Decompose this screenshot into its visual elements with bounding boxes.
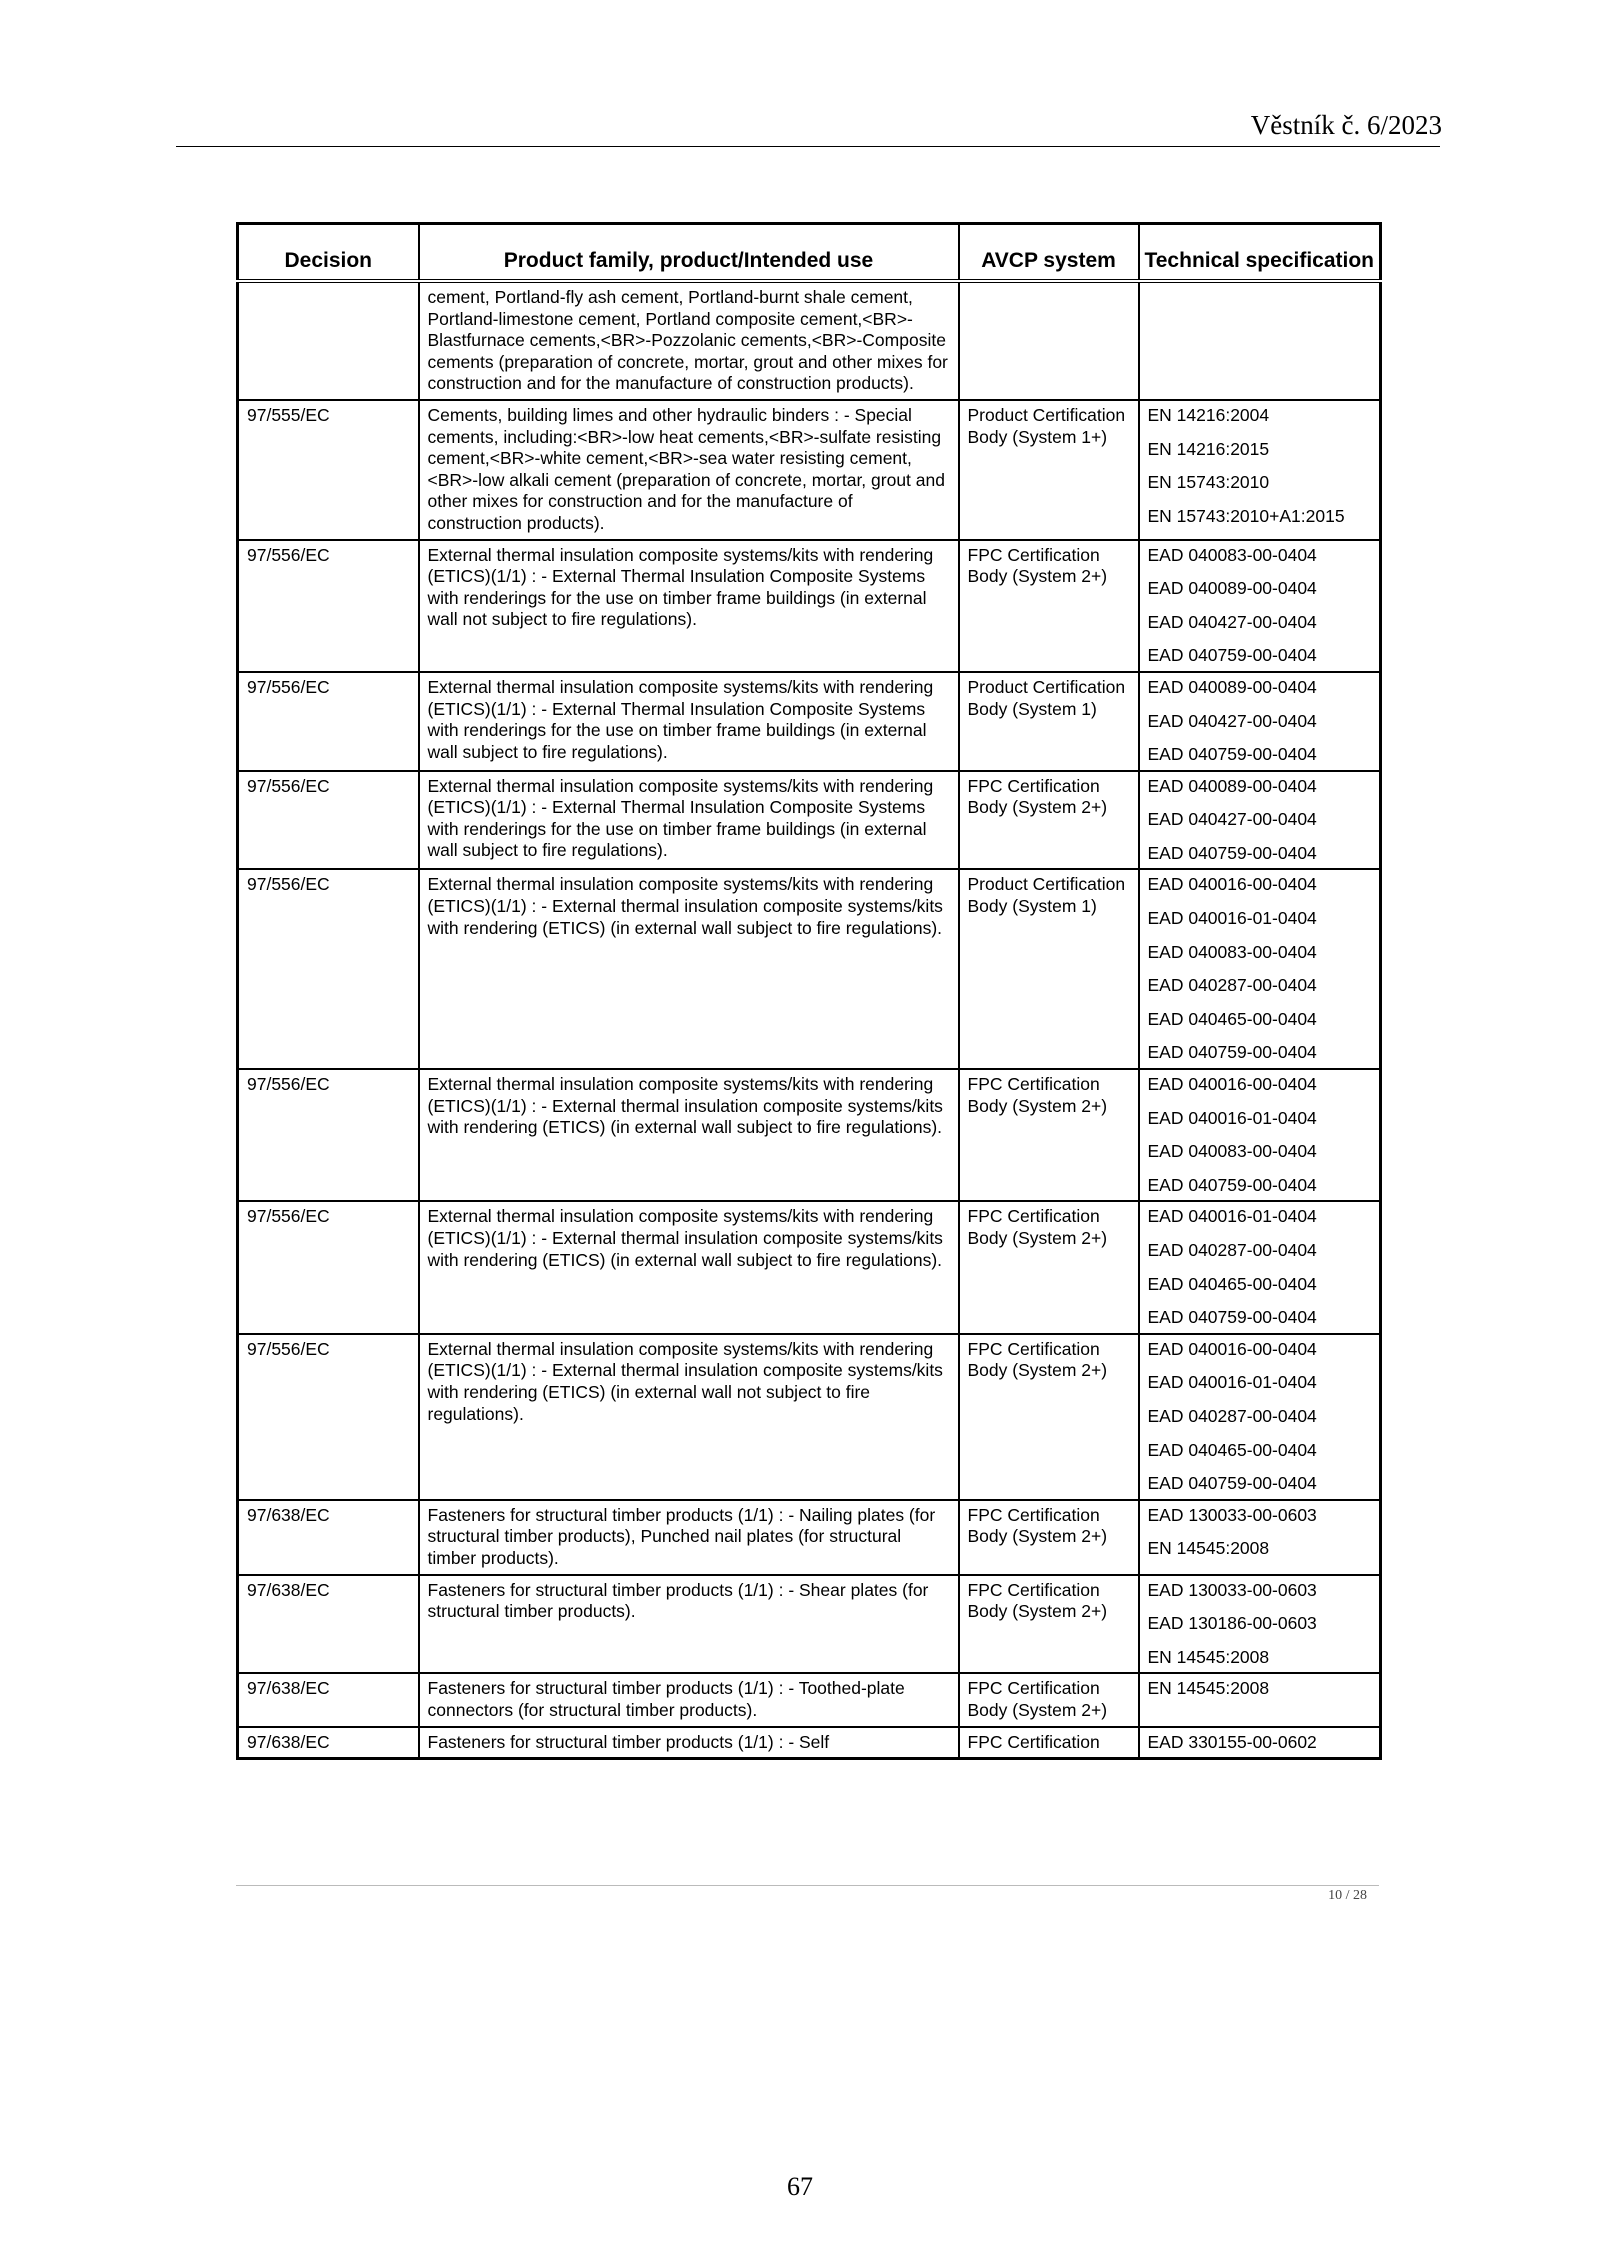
specification-cell xyxy=(1139,869,1381,1069)
specification-item: EAD 040089-00-0404 xyxy=(1147,775,1317,796)
product-cell: External thermal insulation composite systems/kits with rendering (ETICS)(1/1) : - External thermal insulation composite systems/kits with rendering (ETICS) (in external wall subject to fire regulations). xyxy=(419,1069,959,1201)
specification-item: EAD 040465-00-0404 xyxy=(1147,1008,1317,1029)
table-row xyxy=(238,1334,1381,1500)
product-cell: Fasteners for structural timber products (1/1) : - Toothed-plate connectors (for structural timber products). xyxy=(419,1673,959,1726)
specification-cell xyxy=(1139,1727,1381,1759)
specification-item: EAD 040083-00-0404 xyxy=(1147,544,1317,565)
specification-cell xyxy=(1139,1201,1381,1333)
table-row xyxy=(238,672,1381,771)
specification-item: EAD 130033-00-0603 xyxy=(1147,1579,1317,1600)
product-cell: External thermal insulation composite systems/kits with rendering (ETICS)(1/1) : - External Thermal Insulation Composite Systems with renderings for the use on timber frame buildings (in external wall subject to fire regulations). xyxy=(419,672,959,771)
decision-cell: 97/556/EC xyxy=(238,1201,419,1333)
specification-item: EAD 040287-00-0404 xyxy=(1147,975,1317,996)
table-row xyxy=(238,771,1381,870)
decision-cell: 97/556/EC xyxy=(238,540,419,672)
specification-item: EAD 040759-00-0404 xyxy=(1147,1042,1317,1063)
specification-item: EN 15743:2010+A1:2015 xyxy=(1147,505,1345,526)
specification-item: EAD 130186-00-0603 xyxy=(1147,1613,1317,1634)
specification-item: EAD 040759-00-0404 xyxy=(1147,1473,1317,1494)
specification-cell xyxy=(1139,1500,1381,1575)
specification-item: EAD 040089-00-0404 xyxy=(1147,578,1317,599)
specification-item: EAD 040016-01-0404 xyxy=(1147,1107,1317,1128)
specification-item: EAD 040759-00-0404 xyxy=(1147,842,1317,863)
specification-item: EN 14545:2008 xyxy=(1147,1646,1270,1667)
product-cell: External thermal insulation composite systems/kits with rendering (ETICS)(1/1) : - External Thermal Insulation Composite Systems with renderings for the use on timber frame buildings (in external wall subject to fire regulations). xyxy=(419,771,959,870)
specification-item: EAD 040287-00-0404 xyxy=(1147,1240,1317,1260)
specification-item: EAD 040759-00-0404 xyxy=(1147,744,1317,765)
specification-item: EAD 040759-00-0404 xyxy=(1147,1174,1317,1195)
avcp-cell: Product Certification Body (System 1) xyxy=(959,869,1139,1069)
product-cell: External thermal insulation composite systems/kits with rendering (ETICS)(1/1) : - External Thermal Insulation Composite Systems with renderings for the use on timber frame buildings (in external wall not subject to fire regulations). xyxy=(419,540,959,672)
specification-cell xyxy=(1139,1673,1381,1726)
product-cell: Fasteners for structural timber products (1/1) : - Shear plates (for structural timber products). xyxy=(419,1575,959,1674)
decision-cell: 97/638/EC xyxy=(238,1500,419,1575)
avcp-cell: FPC Certification Body (System 2+) xyxy=(959,771,1139,870)
column-header-avcp: AVCP system xyxy=(959,224,1139,282)
decision-cell: 97/556/EC xyxy=(238,1069,419,1201)
avcp-cell: FPC Certification xyxy=(959,1727,1139,1759)
decision-cell: 97/555/EC xyxy=(238,400,419,540)
specification-item: EAD 040427-00-0404 xyxy=(1147,611,1317,632)
table-row xyxy=(238,281,1381,400)
product-cell: Cements, building limes and other hydraulic binders : - Special cements, including:<BR>-low heat cements,<BR>-sulfate resisting cement,<BR>-white cement,<BR>-sea water resisting cement,<BR>-low alkali cement (preparation of concrete, mortar, grout and other mixes for construction and for the manufacture of construction products). xyxy=(419,400,959,540)
decision-cell: 97/556/EC xyxy=(238,869,419,1069)
table-row xyxy=(238,869,1381,1069)
specification-item: EAD 040083-00-0404 xyxy=(1147,1141,1317,1162)
specification-cell xyxy=(1139,1575,1381,1674)
specification-item: EAD 330155-00-0602 xyxy=(1147,1731,1317,1752)
specification-item: EAD 040089-00-0404 xyxy=(1147,676,1317,697)
decision-cell: 97/638/EC xyxy=(238,1673,419,1726)
specification-cell xyxy=(1139,672,1381,771)
specification-item: EAD 040016-00-0404 xyxy=(1147,1338,1317,1359)
bulletin-title: Věstník č. 6/2023 xyxy=(1250,110,1442,140)
table-row xyxy=(238,400,1381,540)
decision-cell: 97/556/EC xyxy=(238,1334,419,1500)
product-cell: cement, Portland-fly ash cement, Portland-burnt shale cement, Portland-limestone cement, Portland composite cement,<BR>-Blastfurnace cements,<BR>-Pozzolanic cements,<BR>-Composite cements (preparation of concrete, mortar, grout and other mixes for construction and for the manufacture of construction products). xyxy=(419,281,959,400)
certification-table xyxy=(236,222,1382,1760)
table-row xyxy=(238,1575,1381,1674)
column-header-specification: Technical specification xyxy=(1139,224,1381,282)
specification-item: EN 14545:2008 xyxy=(1147,1678,1270,1699)
avcp-cell: FPC Certification Body (System 2+) xyxy=(959,1334,1139,1500)
footer-divider xyxy=(236,1885,1379,1886)
specification-item: EAD 040759-00-0404 xyxy=(1147,1307,1317,1328)
specification-item: EAD 040465-00-0404 xyxy=(1147,1273,1317,1294)
decision-cell: 97/638/EC xyxy=(238,1727,419,1759)
avcp-cell: FPC Certification Body (System 2+) xyxy=(959,1201,1139,1333)
page-number: 67 xyxy=(787,2172,813,2201)
avcp-cell: FPC Certification Body (System 2+) xyxy=(959,540,1139,672)
specification-item: EAD 040016-00-0404 xyxy=(1147,874,1317,895)
specification-item: EAD 040759-00-0404 xyxy=(1147,645,1317,666)
specification-item: EAD 040083-00-0404 xyxy=(1147,941,1317,962)
specification-item: EN 15743:2010 xyxy=(1147,472,1270,493)
page-of-indicator: 10 / 28 xyxy=(1328,1888,1367,1903)
specification-item: EAD 040016-01-0404 xyxy=(1147,908,1317,929)
specification-cell xyxy=(1139,281,1381,400)
specification-item: EAD 040427-00-0404 xyxy=(1147,710,1317,731)
product-cell: External thermal insulation composite systems/kits with rendering (ETICS)(1/1) : - External thermal insulation composite systems/kits with rendering (ETICS) (in external wall subject to fire regulations). xyxy=(419,1201,959,1333)
decision-cell: 97/556/EC xyxy=(238,771,419,870)
specification-item: EAD 040016-00-0404 xyxy=(1147,1074,1317,1095)
specification-cell xyxy=(1139,1334,1381,1500)
header-divider xyxy=(176,146,1440,147)
product-cell: Fasteners for structural timber products (1/1) : - Self xyxy=(419,1727,959,1759)
specification-item: EAD 040016-01-0404 xyxy=(1147,1372,1317,1393)
table-row xyxy=(238,1500,1381,1575)
column-header-product: Product family, product/Intended use xyxy=(419,224,959,282)
specification-item: EN 14216:2015 xyxy=(1147,438,1270,459)
avcp-cell: Product Certification Body (System 1+) xyxy=(959,400,1139,540)
table-row xyxy=(238,1673,1381,1726)
table-row xyxy=(238,1069,1381,1201)
table-row xyxy=(238,1201,1381,1333)
specification-item: EAD 040465-00-0404 xyxy=(1147,1439,1317,1460)
table-row xyxy=(238,540,1381,672)
decision-cell: 97/638/EC xyxy=(238,1575,419,1674)
specification-item: EN 14545:2008 xyxy=(1147,1538,1270,1559)
avcp-cell xyxy=(959,281,1139,400)
specification-cell xyxy=(1139,1069,1381,1201)
table-row xyxy=(238,1727,1381,1759)
avcp-cell: FPC Certification Body (System 2+) xyxy=(959,1673,1139,1726)
product-cell: External thermal insulation composite systems/kits with rendering (ETICS)(1/1) : - External thermal insulation composite systems/kits with rendering (ETICS) (in external wall not subject to fire regulations). xyxy=(419,1334,959,1500)
table-header-row xyxy=(238,224,1381,282)
decision-cell xyxy=(238,281,419,400)
specification-item: EAD 040427-00-0404 xyxy=(1147,809,1317,830)
specification-item: EAD 130033-00-0603 xyxy=(1147,1504,1317,1525)
avcp-cell: FPC Certification Body (System 2+) xyxy=(959,1575,1139,1674)
avcp-cell: Product Certification Body (System 1) xyxy=(959,672,1139,771)
specification-cell xyxy=(1139,400,1381,540)
decision-cell: 97/556/EC xyxy=(238,672,419,771)
specification-item: EAD 040287-00-0404 xyxy=(1147,1405,1317,1426)
avcp-cell: FPC Certification Body (System 2+) xyxy=(959,1069,1139,1201)
avcp-cell: FPC Certification Body (System 2+) xyxy=(959,1500,1139,1575)
specification-cell xyxy=(1139,771,1381,870)
table-body xyxy=(238,281,1381,1759)
specification-item: EAD 040016-01-0404 xyxy=(1147,1206,1317,1227)
product-cell: Fasteners for structural timber products (1/1) : - Nailing plates (for structural timber products), Punched nail plates (for structural timber products). xyxy=(419,1500,959,1575)
column-header-decision: Decision xyxy=(238,224,419,282)
product-cell: External thermal insulation composite systems/kits with rendering (ETICS)(1/1) : - External thermal insulation composite systems/kits with rendering (ETICS) (in external wall subject to fire regulations). xyxy=(419,869,959,1069)
specification-cell xyxy=(1139,540,1381,672)
specification-item: EN 14216:2004 xyxy=(1147,404,1270,425)
